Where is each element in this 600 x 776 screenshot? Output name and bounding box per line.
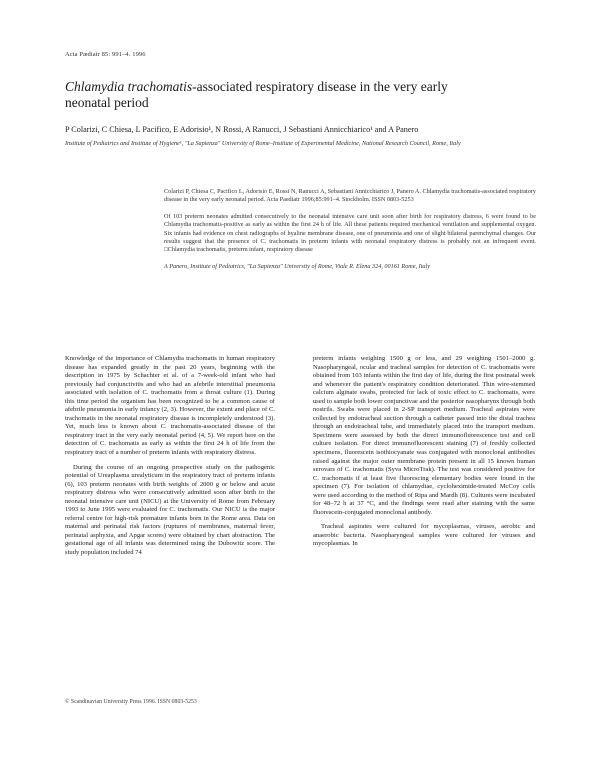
abstract-body: Of 103 preterm neonates admitted consecutively to the neonatal intensive care unit soon after birth for respiratory distress, 6 were found to be Chlamydia trachomatis-positive as early as within the first 24 h of life. All these patients required mechanical ventilation and supplemental oxygen. Six infants had evidence on chest radiographs of hyaline membrane disease, one of pneumonia and one of slight bilateral parenchymal changes. Our results suggest that the presence of C. trachomatis in preterm infants with neonatal respiratory distress is probably not an infrequent event. □Chlamydia trachomatis, preterm infant, respiratory disease	[164, 212, 536, 254]
affiliation: Institute of Pediatrics and Institute of Hygiene¹, "La Sapienza" University of Rome–Institute of Experimental Medicine, National Research Council, Rome, Italy	[65, 140, 461, 147]
article-title	[65, 79, 495, 111]
title-organism: Chlamydia trachomatis	[65, 79, 193, 94]
title-rest: -associated respiratory disease in the very early neonatal period	[65, 79, 448, 110]
paragraph: Tracheal aspirates were cultured for mycoplasmas, viruses, aerobic and anaerobic bacteria. Nasopharyngeal samples were cultured for viruses and mycoplasmas. In	[313, 523, 535, 548]
paragraph: During the course of an ongoing prospective study on the pathogenic potential of Ureaplasma urealyticum in the respiratory tract of preterm infants (6), 103 preterm neonates with birth weights of 2000 g or below and acute respiratory distress who were consecutively admitted soon after birth to the neonatal intensive care unit (NICU) at the University of Rome from February 1993 to June 1995 were evaluated for C. trachomatis. Our NICU is the major referral centre for high-risk premature infants born in the Rome area. Data on maternal and perinatal risk factors (ruptures of membranes, maternal fever, perinatal asphyxia, and Apgar scores) were obtained by chart abstraction. The gestational age of all infants was determined using the Dubowitz score. The study population included 74	[65, 463, 275, 557]
paragraph: Knowledge of the importance of Chlamydia trachomatis in human respiratory disease has expanded greatly in the past 20 years, beginning with the description in 1975 by Schachter et al. of a 7-week-old infant who had previously had conjunctivitis and who had an afebrile interstitial pneumonia associated with isolation of C. trachomatis from a throat culture (1). During this time period the organism has been recognized to be a common cause of afebrile pneumonia in early infancy (2, 3). However, the extent and place of C. trachomatis in the neonatal respiratory disease is incompletely understood (3). Yet, much less is known about C. trachomatis-associated disease of the respiratory tract in the very early neonatal period (4, 5). We report here on the detection of C. trachomatis as early as within the first 24 h of life from the respiratory tract of a number of preterm infants with respiratory distress.	[65, 355, 275, 457]
journal-citation: Acta Pædiatr 85: 991–4. 1996	[65, 51, 146, 58]
abstract-citation: Colarizi P, Chiesa C, Pacifico L, Adorisio E, Rossi N, Ranucci A, Sebastiani Annicchiarico J, Panero A. Chlamydia trachomatis-associated respiratory disease in the very early neonatal period. Acta Paediatr 1996;85:991–4. Stockholm. ISSN 0803-5253	[164, 188, 536, 204]
body-column-left	[65, 355, 275, 564]
paragraph: preterm infants weighing 1500 g or less, and 29 weighing 1501–2000 g. Nasopharyngeal, ocular and tracheal samples for detection of C. trachomatis were obtained from 103 infants within the first day of life, during the first postnatal week and whenever the patient's respiratory condition deteriorated. Thin wire-stemmed calcium alginate swabs, protected for lack of toxic effect to C. trachomatis, were used to sample both lower conjunctivae and the posterior nasopharynx through both nostrils. Swabs were placed in 2-SP transport medium. Tracheal aspirates were collected by endotracheal suction through a catheter passed into the distal trachea through an endotracheal tube, and immediately placed into the transport medium. Specimens were assessed by both the direct immunofluorescence test and cell culture isolation. For direct immunofluorescent staining (7) of freshly collected specimens, fluorescein isothiocyanate was conjugated with monoclonal antibodies raised against the major outer membrane protein present in all 15 known human serovars of C. trachomatis (Syva MicroTrak). The test was considered positive for C. trachomatis if at least five fluorescing elementary bodies were found in the specimen (7). For isolation of chlamydiae, cycloheximide-treated McCoy cells were used according to the method of Ripa and Mardh (8). Cultures were incubated for 48–72 h at 37 °C, and the findings were read after staining with the same fluorescein-conjugated monoclonal antibody.	[313, 355, 535, 516]
correspondence-address: A Panero, Institute of Pediatrics, "La Sapienza" University of Rome, Viale R. Elena 324, 00161 Rome, Italy	[164, 262, 430, 270]
copyright-footer: © Scandinavian University Press 1996. ISSN 0803-5253	[65, 699, 197, 705]
abstract	[164, 188, 536, 279]
body-column-right	[313, 355, 535, 555]
author-list: P Colarizi, C Chiesa, L Pacifico, E Adorisio¹, N Rossi, A Ranucci, J Sebastiani Annicchiarico¹ and A Panero	[65, 125, 419, 134]
